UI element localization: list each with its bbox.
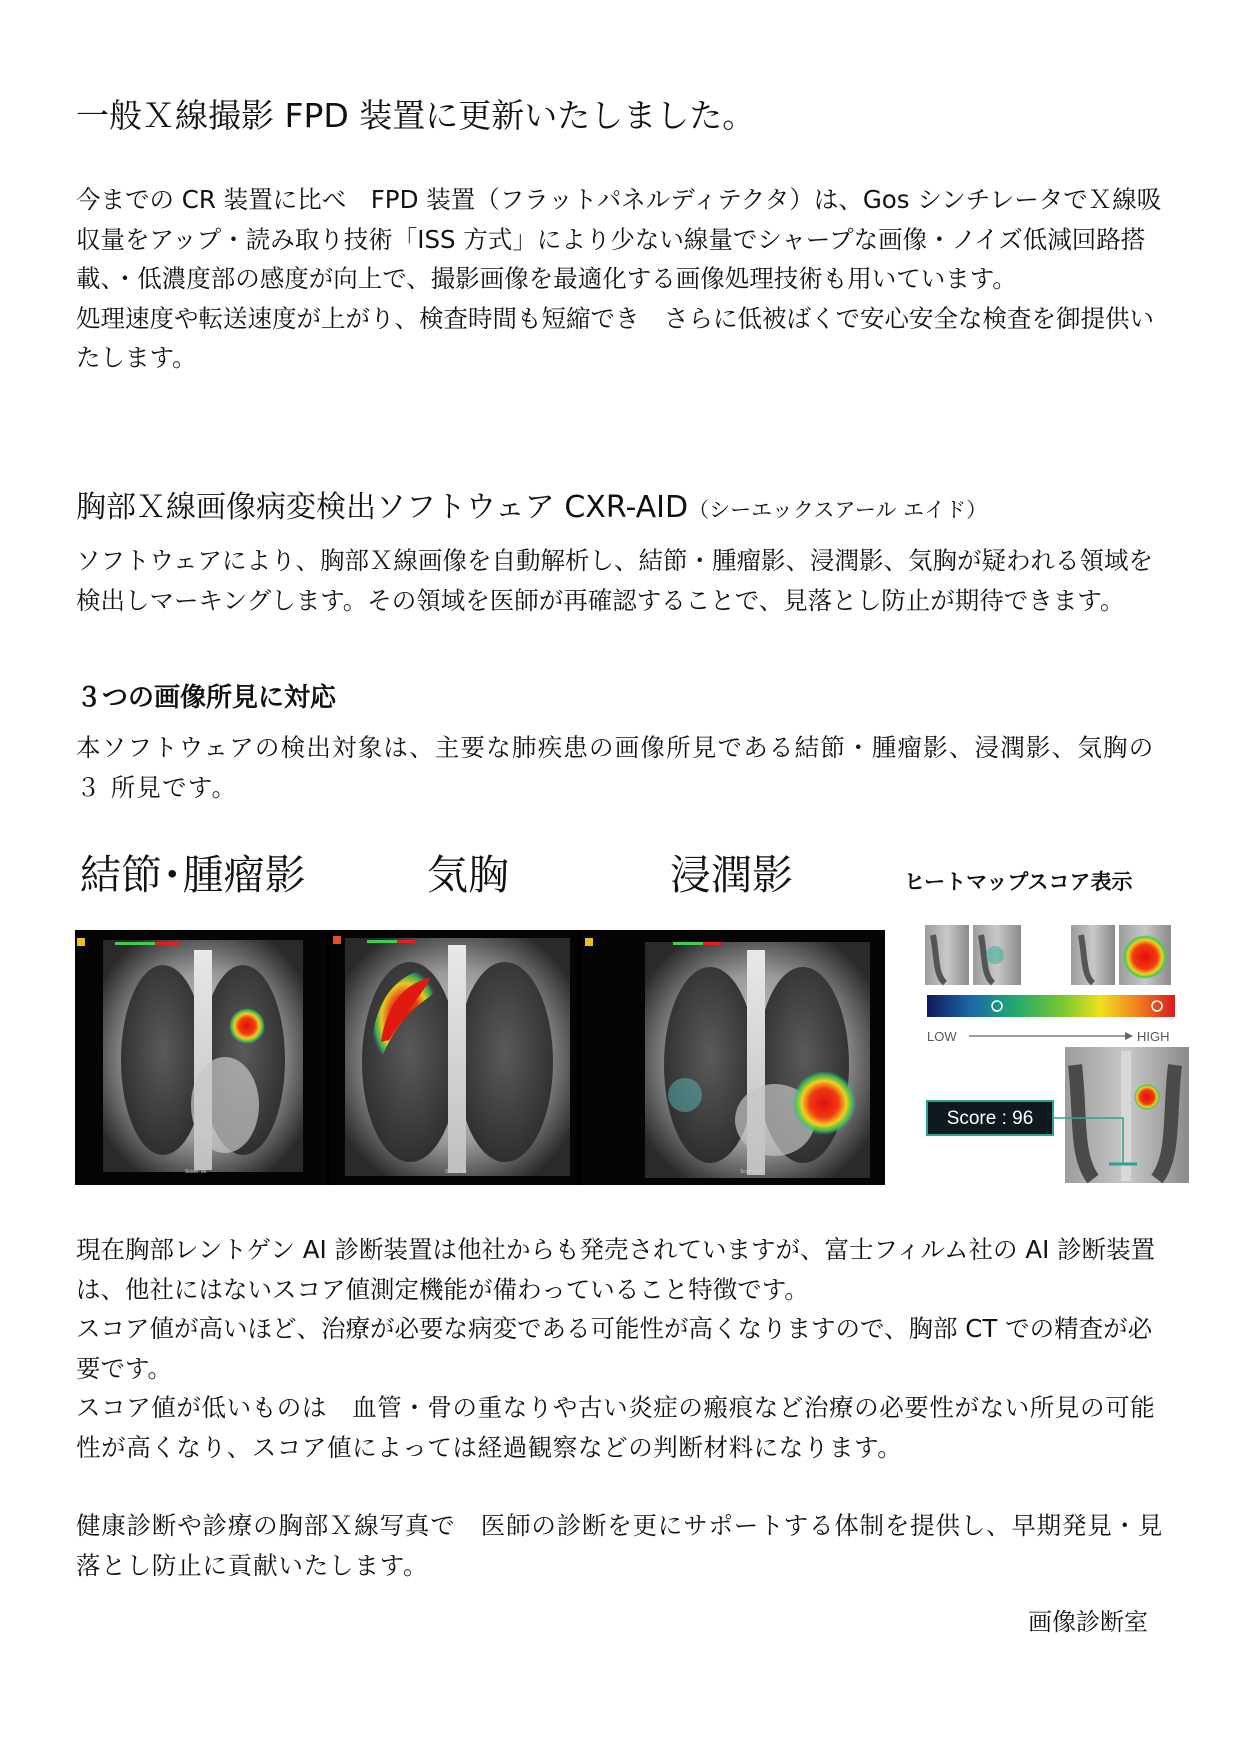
closing-paragraph-2: スコア値が高いほど、治療が必要な病変である可能性が高くなりますので、胸部 CT での精査が必要です。 <box>76 1314 1153 1383</box>
department-signature: 画像診断室 <box>1028 1608 1148 1636</box>
score-callout-text: Score : 96 <box>946 1108 1034 1129</box>
intro-section <box>76 180 1176 378</box>
software-heading-reading: （シーエックスアール エイド） <box>688 498 988 522</box>
xray-score-label-1: Score: 96 <box>185 1169 207 1175</box>
closing-paragraph-4: 健康診断や診療の胸部Ｘ線写真で 医師の診断を更にサポートする体制を提供し、早期発見・見落とし防止に貢献いたします。 <box>76 1511 1164 1580</box>
caption-consolidation: 浸潤影 <box>670 851 793 899</box>
xray-image-panel <box>75 930 885 1185</box>
xray-score-label-3: Score: 92 <box>740 1169 762 1175</box>
closing-paragraph-1: 現在胸部レントゲン AI 診断装置は他社からも発売されていますが、富士フィルム社の AI 診断装置は、他社にはないスコア値測定機能が備わっていること特徴です。 <box>76 1235 1156 1304</box>
closing-spacer <box>76 1467 1176 1506</box>
heatmap-graphic <box>925 925 1190 1185</box>
findings-heading: ３つの画像所見に対応 <box>76 683 337 713</box>
closing-paragraph-3: スコア値が低いものは 血管・骨の重なりや古い炎症の瘢痕など治療の必要性がない所見の可能性が高くなり、スコア値によっては経過観察などの判断材料になります。 <box>76 1393 1156 1462</box>
xray-images <box>75 930 885 1185</box>
xray-pneumothorax <box>331 930 577 1185</box>
scale-high-label: HIGH <box>1137 1029 1170 1044</box>
intro-paragraph-1: 今までの CR 装置に比べ FPD 装置（フラットパネルディテクタ）は、Gos シンチレータでＸ線吸収量をアップ・読み取り技術「ISS 方式」により少ない線量でシャープな画像・ノイズ低減回路搭載、・低濃度部の感度が向上で、撮影画像を最適化する画像処理技術も用いています。 <box>76 185 1162 293</box>
heatmap-panel <box>925 925 1190 1185</box>
xray-consolidation <box>581 930 885 1185</box>
software-heading-main: 胸部Ｘ線画像病変検出ソフトウェア CXR-AID <box>76 490 689 525</box>
thumbnail-low-score <box>925 925 1021 985</box>
software-paragraph: ソフトウェアにより、胸部Ｘ線画像を自動解析し、結節・腫瘤影、浸潤影、気胸が疑われる領域を検出しマーキングします。その領域を医師が再確認することで、見落とし防止が期待できます。 <box>76 546 1154 615</box>
caption-nodule: 結節･腫瘤影 <box>80 851 306 899</box>
intro-paragraph-2: 処理速度や転送速度が上がり、検査時間も短縮でき さらに低被ばくで安心安全な検査を御提供いたします。 <box>76 303 1154 372</box>
software-heading <box>76 488 987 530</box>
scale-low-label: LOW <box>927 1029 957 1044</box>
page-title: 一般Ｘ線撮影 FPD 装置に更新いたしました。 <box>76 96 756 135</box>
heatmap-color-scale <box>927 995 1175 1017</box>
scale-arrow-head <box>1125 1032 1133 1040</box>
closing-section <box>76 1230 1176 1585</box>
thumbnail-high-score <box>1071 925 1171 985</box>
caption-pneumothorax: 気胸 <box>427 851 509 899</box>
caption-heatmap: ヒートマップスコア表示 <box>904 870 1133 894</box>
findings-paragraph: 本ソフトウェアの検出対象は、主要な肺疾患の画像所見である結節・腫瘤影、浸潤影、気胸の ３ 所見です。 <box>76 733 1155 802</box>
xray-nodule <box>75 930 327 1185</box>
xray-score-label-2: Score: 99 <box>445 1169 467 1175</box>
